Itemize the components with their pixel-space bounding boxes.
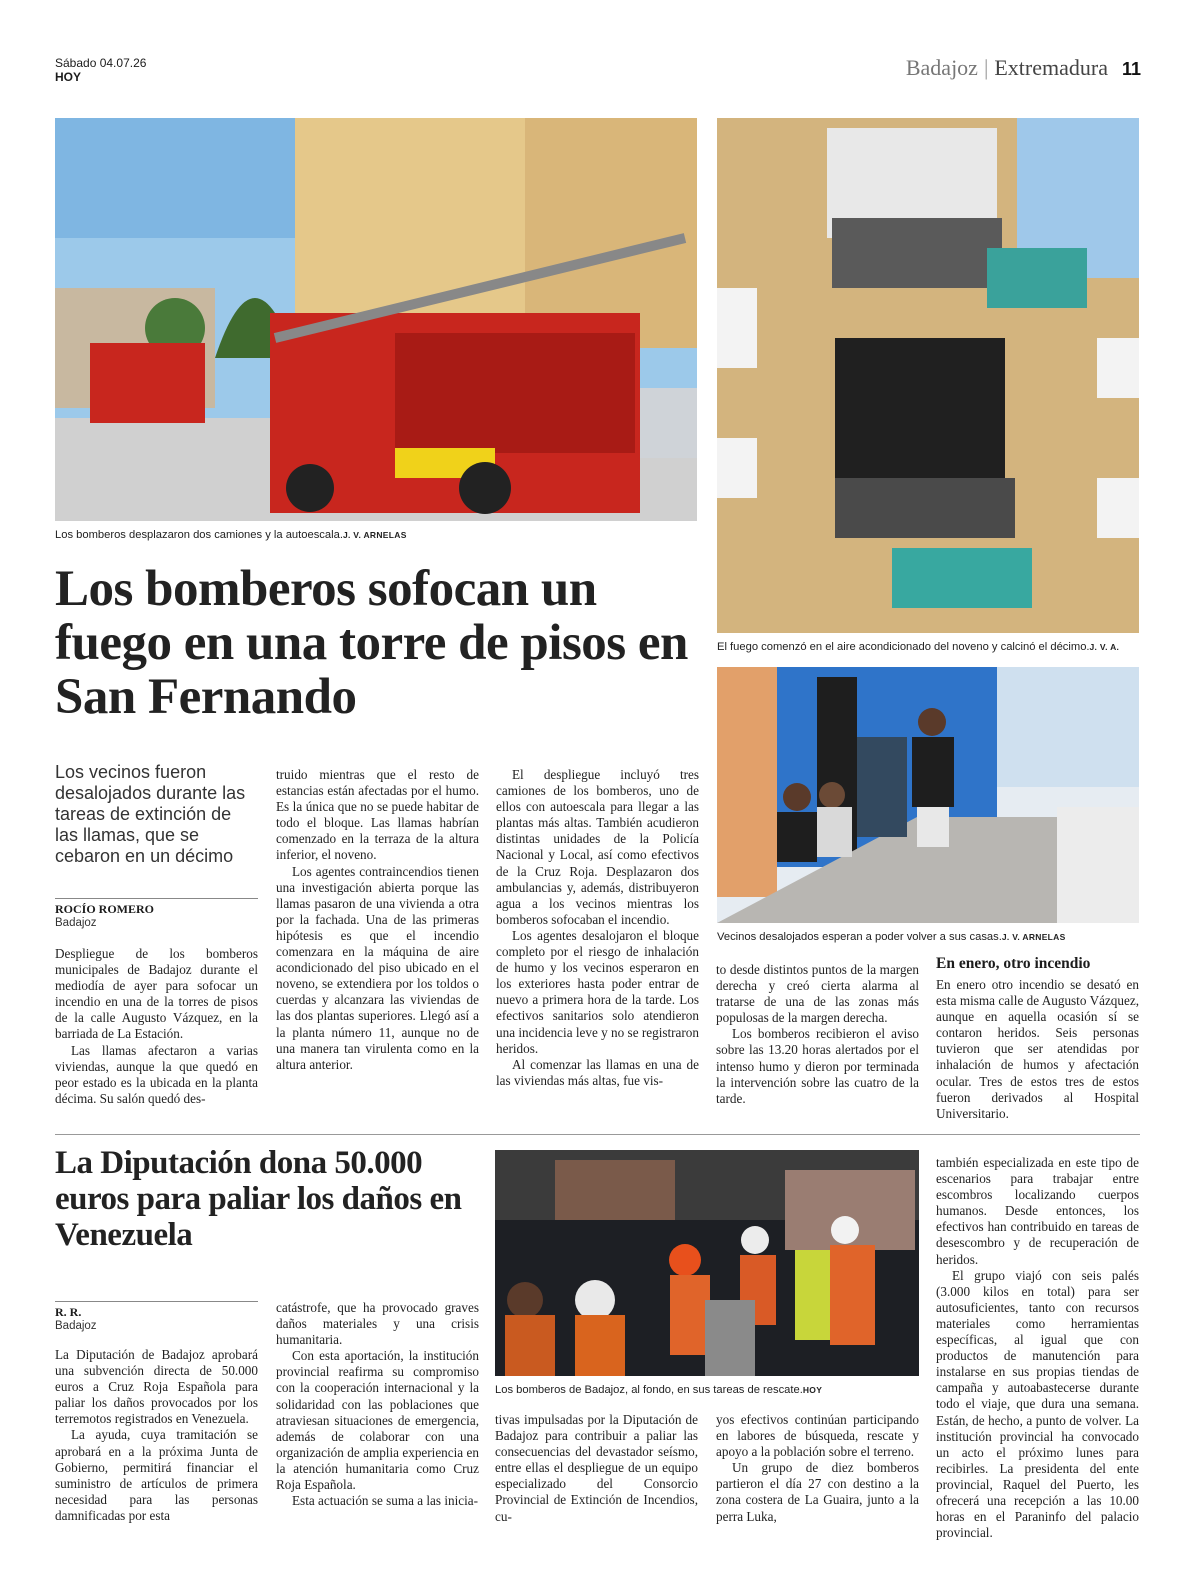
photo-fire-trucks [55, 118, 697, 521]
photo-credit: J. V. A. [1089, 642, 1120, 652]
article1-author: ROCÍO ROMERO [55, 902, 154, 916]
paragraph: En enero otro incendio se desató en esta misma calle de Augusto Vázquez, aunque en aquella ocasión sí se contaron heridos. Seis personas tuvieron que ser atendidas por inhalación de humos y afectación ocular. Tres de estos tres de estos fueron derivados al Hospital Universitario. [936, 977, 1139, 1121]
article2-column-3 [495, 1412, 698, 1525]
section-header: Badajoz | Extremadura 11 [905, 55, 1141, 80]
paragraph: Los bomberos recibieron el aviso sobre las 13.20 horas alertados por el intenso humo y dieron por terminada la intervención sobre las cuatro de la tarde. [716, 1026, 919, 1106]
paragraph: Al comenzar las llamas en una de las viviendas más altas, fue vis- [496, 1056, 699, 1088]
paragraph: tivas impulsadas por la Diputación de Badajoz para contribuir a paliar las consecuencias del devastador seísmo, entre ellas el despliegue de un equipo especializado del Consorcio Provincial de Extinción de Incendios, cu- [495, 1412, 698, 1524]
article1-column-5 [936, 977, 1139, 1122]
article1-location: Badajoz [55, 917, 97, 929]
paragraph: Despliegue de los bomberos municipales de Badajoz durante el mediodía de ayer para sofocar un incendio en una de la torres de pisos de la calle Augusto Vázquez, en la barriada de La Estación. [55, 946, 258, 1042]
photo-credit: J. V. ARNELAS [1001, 932, 1066, 942]
article1-column-4 [716, 962, 919, 1107]
paragraph: Un grupo de diez bomberos partieron el día 27 con destino a la zona costera de La Guaira, junto a la perra Luka, [716, 1460, 919, 1524]
photo-rescue-team-caption: Los bomberos de Badajoz, al fondo, en sus tareas de rescate.HOY [495, 1384, 823, 1396]
photo-burned-balcony-caption: El fuego comenzó en el aire acondicionado del noveno y calcinó el décimo.J. V. A. [717, 641, 1120, 653]
paragraph: La Diputación de Badajoz aprobará una subvención directa de 50.000 euros a Cruz Roja Española para paliar los daños provocados por los terremotos registrados en Venezuela. [55, 1347, 258, 1427]
article2-column-4 [716, 1412, 919, 1525]
byline-rule [55, 1301, 258, 1302]
article1-lead: Los vecinos fueron desalojados durante las tareas de extinción de las llamas, que se cebaron en un décimo [55, 762, 246, 866]
paragraph: truido mientras que el resto de estancias están afectadas por el humo. Es la única que no se puede habitar de todo el bloque. Las llamas habrían comenzado en la terraza de la altura inferior, el noveno. [276, 767, 479, 863]
article2-column-1 [55, 1347, 258, 1524]
paragraph: Los agentes contraincendios tienen una investigación abierta porque las llamas pasaron de una vivienda a otra por la fachada. Una de las primeras hipótesis es que el incendio comenzara en la máquina de aire acondicionado del piso ubicado en el noveno, se extendiera por los toldos o cuerdas y alcanzara las viviendas de las dos plantas superiores. Llegó así a la planta número 11, aunque no de una manera tan virulenta como en la altura anterior. [276, 863, 479, 1072]
paragraph: Con esta aportación, la institución provincial reafirma su compromiso con la cooperación internacional y la solidaridad con las poblaciones que atraviesan situaciones de emergencia, además de colaborar con una organización de amplia experiencia en la atención humanitaria como Cruz Roja Española. [276, 1348, 479, 1493]
paragraph: Las llamas afectaron a varias viviendas, aunque la que quedó en peor estado es la ubicada en la planta décima. Su salón quedó des- [55, 1042, 258, 1106]
paragraph: La ayuda, cuya tramitación se aprobará en a la próxima Junta de Gobierno, permitirá financiar el suministro de artículos de primera necesidad para las personas damnificadas por esta [55, 1427, 258, 1523]
section-city: Badajoz [905, 55, 978, 80]
article2-location: Badajoz [55, 1320, 97, 1332]
paragraph: El grupo viajó con seis palés (3.000 kilos en total) para ser autosuficientes, tanto con recursos materiales como herramientas específicas, al igual que con productos de manutención para instalarse en sus propias tiendas de campaña y autoabastecerse durante todo el viaje, que dura una semana. Están, de hecho, a punto de volver. La institución provincial ha convocado un acto el próximo lunes para recibirles. La presidenta del ente provincial, Raquel del Puerto, les ofrecerá una recepción a las 10.00 horas en el Paraninfo del palacio provincial. [936, 1267, 1139, 1541]
paragraph: to desde distintos puntos de la margen derecha y creó cierta alarma al tratarse de una de las zonas más populosas de la margen derecha. [716, 962, 919, 1026]
photo-evacuated-residents [717, 667, 1139, 923]
paragraph: catástrofe, que ha provocado graves daños materiales y una crisis humanitaria. [276, 1300, 479, 1348]
paragraph: también especializada en este tipo de escenarios para trabajar entre escombros localizando cuerpos humanos. Desde entonces, los efectivos han contribuido en tareas de desescombro y de recuperación de heridos. [936, 1155, 1139, 1267]
article1-column-1 [55, 946, 258, 1107]
paragraph: Esta actuación se suma a las inicia- [292, 1493, 479, 1509]
article2-author: R. R. [55, 1305, 82, 1319]
issue-date: Sábado 04.07.26 [55, 56, 147, 70]
section-divider [55, 1134, 1140, 1135]
article2-column-2 [276, 1300, 479, 1509]
photo-rescue-team [495, 1150, 919, 1376]
photo-credit: HOY [802, 1385, 823, 1395]
paragraph: yos efectivos continúan participando en labores de búsqueda, rescate y apoyo a la población sobre el terreno. [716, 1412, 919, 1460]
page-number: 11 [1121, 59, 1141, 79]
publication-name: HOY [55, 70, 82, 84]
paragraph: El despliegue incluyó tres camiones de los bomberos, uno de ellos con autoescala para llegar a las plantas más altas. También acudieron distintas unidades de la Policía Nacional y Local, así como efectivos de la Cruz Roja. Desplazaron dos ambulancias y, además, distribuyeron agua a los vecinos mientras los bomberos sofocaban el incendio. [496, 767, 699, 927]
photo-fire-trucks-caption: Los bomberos desplazaron dos camiones y la autoescala.J. V. ARNELAS [55, 529, 407, 541]
photo-burned-balcony [717, 118, 1139, 633]
sidebar-title: En enero, otro incendio [936, 955, 1091, 972]
article1-column-2 [276, 767, 479, 1073]
header-date-block [55, 56, 146, 84]
byline-rule [55, 898, 258, 899]
photo-evacuated-residents-caption: Vecinos desalojados esperan a poder volver a sus casas.J. V. ARNELAS [717, 931, 1066, 943]
section-region: Extremadura [994, 55, 1108, 80]
article1-headline: Los bomberos sofocan un fuego en una torre de pisos en San Fernando [55, 561, 688, 725]
photo-credit: J. V. ARNELAS [342, 530, 407, 540]
article2-column-5 [936, 1155, 1139, 1541]
article2-headline: La Diputación dona 50.000 euros para paliar los daños en Venezuela [55, 1145, 462, 1253]
paragraph: Los agentes desalojaron el bloque completo por el riesgo de inhalación de humo y los vecinos esperaron en los exteriores hasta poder entrar de nuevo a primera hora de la tarde. Los efectivos sanitarios solo atendieron una incidencia leve y no se registraron heridos. [496, 927, 699, 1056]
article1-column-3 [496, 767, 699, 1089]
